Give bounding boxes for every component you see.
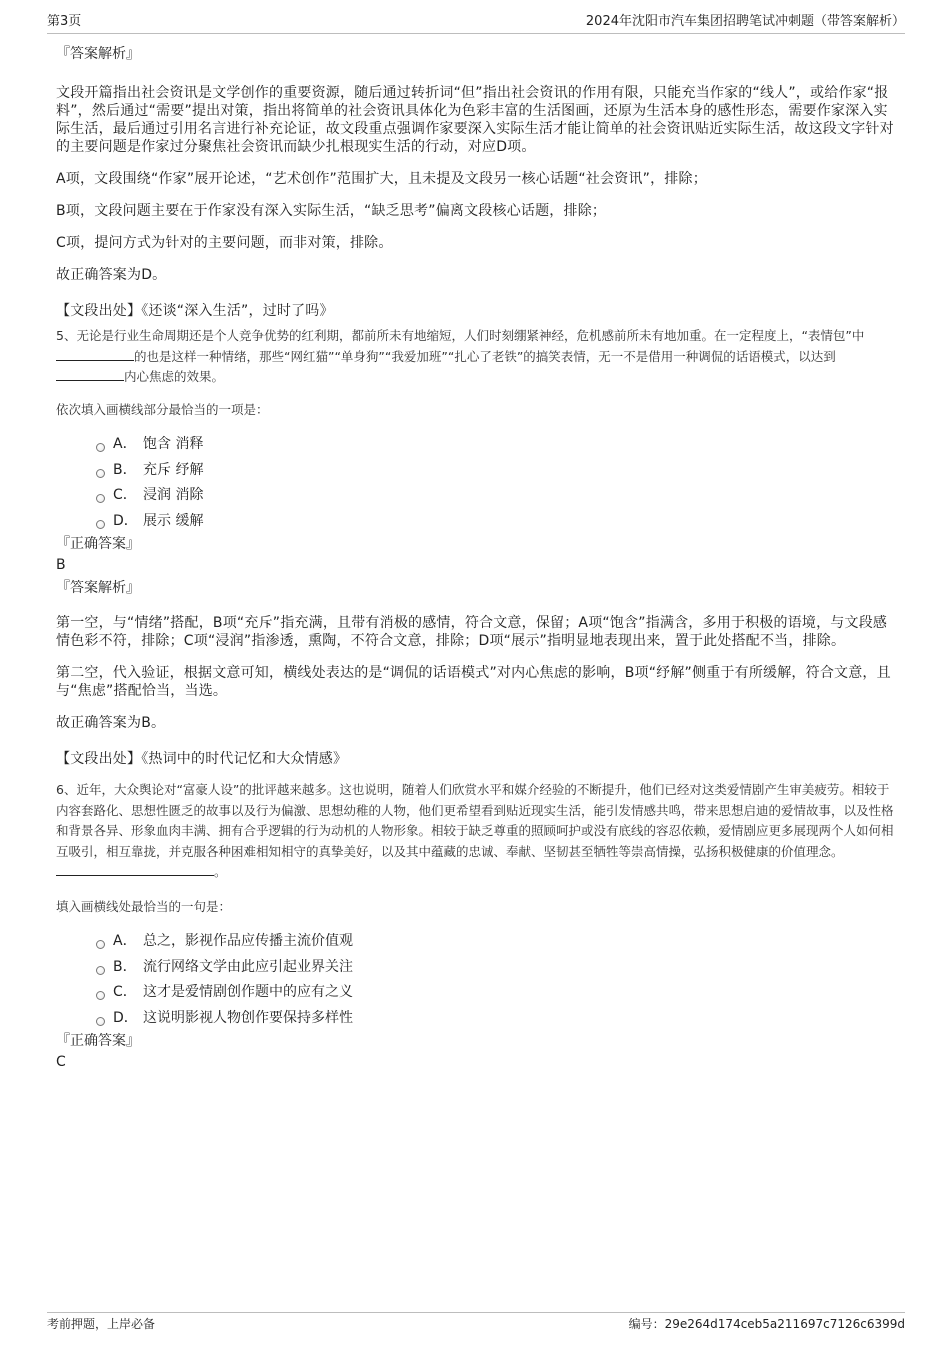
q6-option-a[interactable]: A． 总之，影视作品应传播主流价值观 <box>96 929 896 955</box>
page-number: 第3页 <box>47 14 82 29</box>
q5-conclusion: 故正确答案为B。 <box>56 715 166 731</box>
radio-icon[interactable] <box>96 494 105 503</box>
q6-option-d[interactable]: D． 这说明影视人物创作要保持多样性 <box>96 1006 896 1032</box>
document-code: 编号：29e264d174ceb5a211697c7126c6399d <box>628 1317 905 1331</box>
q5-blank-2 <box>56 368 124 381</box>
radio-icon[interactable] <box>96 991 105 1000</box>
q6-answer: C <box>56 1054 66 1070</box>
radio-icon[interactable] <box>96 966 105 975</box>
q5-prompt: 依次填入画横线部分最恰当的一项是： <box>56 401 269 417</box>
q4-analysis-paragraph: 文段开篇指出社会资讯是文学创作的重要资源，随后通过转折词“但”指出社会资讯的作用有限，只能充当作家的“线人”，或给作家“报料”，然后通过“需要”提出对策，指出将简单的社会资讯具体化为色彩丰富的生活图画，还原为生活本身的感性形态，需要作家深入实际生活，最后通过引用名言进行补充论证，故文段重点强调作家要深入实际生活才能让简单的社会资讯贴近实际生活，故这段文字针对的主要问题是作家过分聚焦社会资讯而缺少扎根现实生活的行动，对应D项。 <box>56 85 894 155</box>
radio-icon[interactable] <box>96 520 105 529</box>
q5-option-d[interactable]: D． 展示 缓解 <box>96 509 896 535</box>
q6-option-b[interactable]: B． 流行网络文学由此应引起业界关注 <box>96 955 896 981</box>
analysis-label: 『答案解析』 <box>56 46 140 62</box>
q6-option-c[interactable]: C． 这才是爱情剧创作题中的应有之义 <box>96 980 896 1006</box>
q5-option-b[interactable]: B． 充斥 纾解 <box>96 458 896 484</box>
q5-options <box>96 432 896 534</box>
radio-icon[interactable] <box>96 469 105 478</box>
page-header <box>47 12 905 34</box>
q6-options <box>96 929 896 1031</box>
q6-stem: 6、近年，大众舆论对“富豪人设”的批评越来越多。这也说明，随着人们欣赏水平和媒介经验的不断提升，他们已经对这类爱情剧产生审美疲劳。相较于内容套路化、思想性匮乏的故事以及行为偏激、思想幼稚的人物，他们更希望看到贴近现实生活，能引发情感共鸣，带来思想启迪的爱情故事，以及性格和背景各异、形象血肉丰满、拥有合乎逻辑的行为动机的人物形象。相较于缺乏尊重的照顾呵护或没有底线的容忍依赖，爱情剧应更多展现两个人如何相互吸引，相互靠拢，并克服各种困难相知相守的真挚美好，以及其中蕴藏的忠诚、奉献、坚韧甚至牺牲等崇高情操，弘扬积极健康的价值理念。 。 <box>56 782 894 879</box>
q4-analysis-option-a: A项，文段围绕“作家”展开论述，“艺术创作”范围扩大，且未提及文段另一核心话题“社会资讯”，排除； <box>56 171 707 187</box>
q4-source: 【文段出处】《还谈“深入生活”，过时了吗》 <box>56 303 334 319</box>
q6-blank <box>56 863 214 876</box>
q6-prompt: 填入画横线处最恰当的一句是： <box>56 898 232 914</box>
document-title: 2024年沈阳市汽车集团招聘笔试冲刺题（带答案解析） <box>585 14 905 29</box>
q5-blank-1 <box>56 348 134 361</box>
analysis-label: 『答案解析』 <box>56 580 140 596</box>
footer-slogan: 考前押题，上岸必备 <box>47 1317 156 1331</box>
q5-analysis-paragraph-2: 第二空，代入验证，根据文意可知，横线处表达的是“调侃的话语模式”对内心焦虑的影响，B项“纾解”侧重于有所缓解，符合文意，且与“焦虑”搭配恰当，当选。 <box>56 665 891 699</box>
q5-source: 【文段出处】《热词中的时代记忆和大众情感》 <box>56 751 348 767</box>
q5-option-c[interactable]: C． 浸润 消除 <box>96 483 896 509</box>
q5-answer: B <box>56 557 66 573</box>
correct-answer-label: 『正确答案』 <box>56 536 140 552</box>
q5-option-a[interactable]: A． 饱含 消释 <box>96 432 896 458</box>
radio-icon[interactable] <box>96 940 105 949</box>
q5-stem: 5、无论是行业生命周期还是个人竞争优势的红利期，都前所未有地缩短，人们时刻绷紧神经，危机感前所未有地加重。在一定程度上，“表情包”中的也是这样一种情绪，那些“网红猫”“单身狗”“我爱加班”“扎心了老铁”的搞笑表情，无一不是借用一种调侃的话语模式，以达到内心焦虑的效果。 <box>56 328 865 384</box>
radio-icon[interactable] <box>96 1017 105 1026</box>
page-footer <box>47 1312 905 1331</box>
q4-conclusion: 故正确答案为D。 <box>56 267 167 283</box>
q5-analysis-paragraph-1: 第一空，与“情绪”搭配，B项“充斥”指充满，且带有消极的感情，符合文意，保留；A项“饱含”指满含，多用于积极的语境，与文段感情色彩不符，排除；C项“浸润”指渗透，熏陶，不符合文意，排除；D项“展示”指明显地表现出来，置于此处搭配不当，排除。 <box>56 615 888 649</box>
q4-analysis-option-b: B项，文段问题主要在于作家没有深入实际生活，“缺乏思考”偏离文段核心话题，排除； <box>56 203 607 219</box>
radio-icon[interactable] <box>96 443 105 452</box>
correct-answer-label: 『正确答案』 <box>56 1033 140 1049</box>
page-content <box>56 44 896 1071</box>
q4-analysis-option-c: C项，提问方式为针对的主要问题，而非对策，排除。 <box>56 235 393 251</box>
